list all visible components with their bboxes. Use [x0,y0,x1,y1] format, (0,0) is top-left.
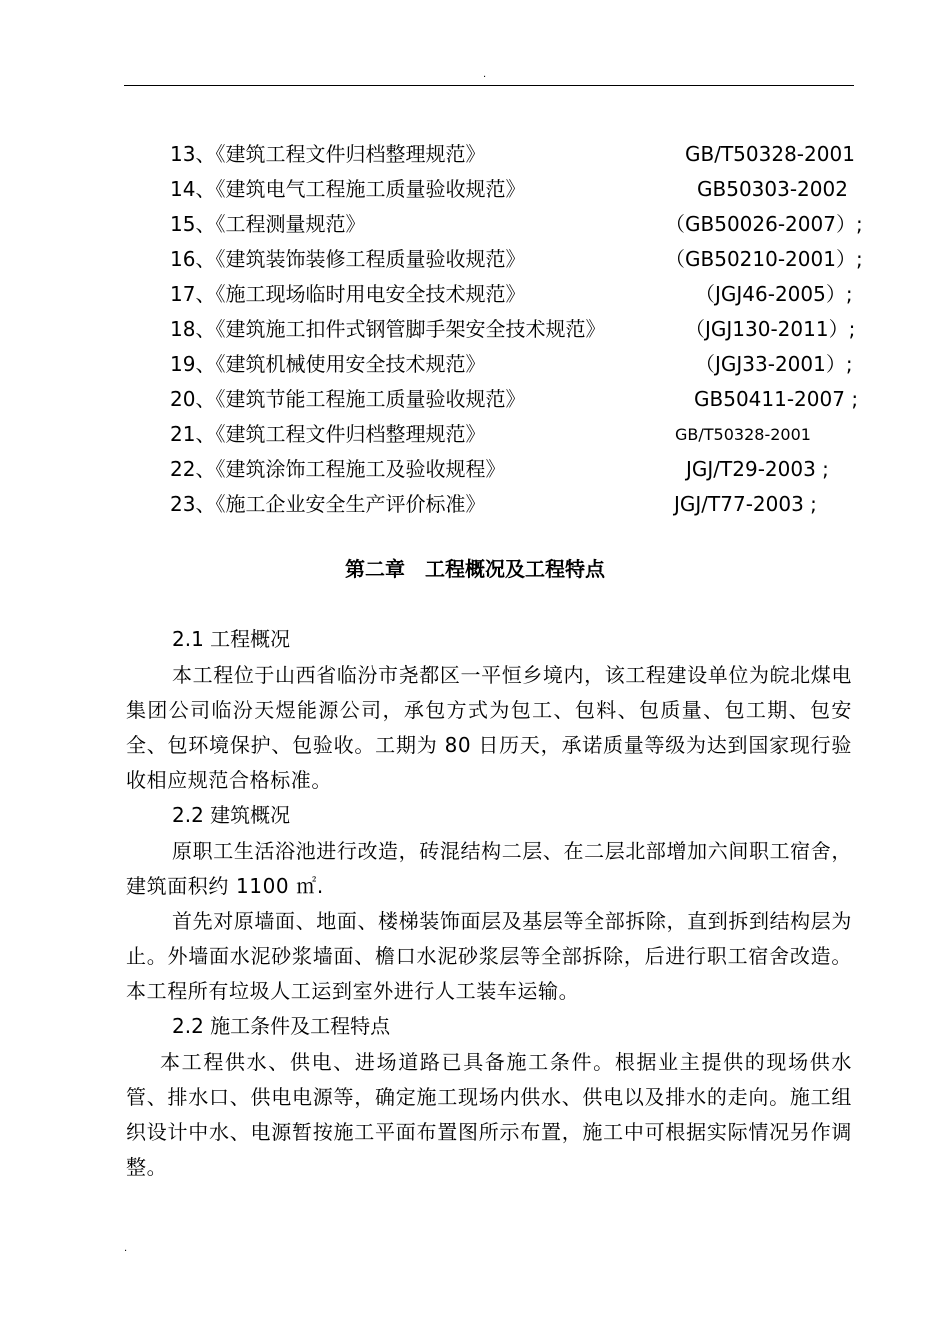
paragraph: 首先对原墙面、地面、楼梯装饰面层及基层等全部拆除，直到拆到结构层为止。外墙面水泥砂浆墙面、檐口水泥砂浆层等全部拆除，后进行职工宿舍改造。本工程所有垃圾人工运到室外进行人工装车运输。 [126,909,852,1003]
standard-code: JGJ/T77-2003 ; [674,492,817,516]
standard-code: GB50303-2002 [697,177,848,201]
standard-name: 14、《建筑电气工程施工质量验收规范》 [170,177,526,201]
standard-code: （JGJ46-2005）; [695,282,853,306]
standard-item [170,417,860,452]
standard-item [170,172,860,207]
standard-item [170,347,860,382]
section-heading: 2.2 建筑概况 [172,803,291,827]
standard-code: JGJ/T29-2003 ; [686,457,829,481]
chapter-title: 第二章 工程概况及工程特点 [345,557,605,581]
standard-code: GB50411-2007 ; [694,387,859,411]
header-rule [124,85,854,86]
standard-item [170,452,860,487]
standard-item [170,277,860,312]
standard-item [170,312,860,347]
standard-item [170,137,860,172]
standard-item [170,242,863,277]
standard-code: （JGJ33-2001）; [695,352,853,376]
standard-name: 18、《建筑施工扣件式钢管脚手架安全技术规范》 [170,317,606,341]
standard-code: GB/T50328-2001 [675,425,811,444]
standard-code: GB/T50328-2001 [685,142,855,166]
paragraph: 原职工生活浴池进行改造，砖混结构二层、在二层北部增加六间职工宿舍，建筑面积约 1100 ㎡. [126,839,852,898]
standard-name: 15、《工程测量规范》 [170,212,366,236]
standard-name: 17、《施工现场临时用电安全技术规范》 [170,282,526,306]
standard-code: （GB50210-2001）; [665,247,863,271]
standard-item [170,382,860,417]
paragraph: 本工程供水、供电、进场道路已具备施工条件。根据业主提供的现场供水管、排水口、供电电源等，确定施工现场内供水、供电以及排水的走向。施工组织设计中水、电源暂按施工平面布置图所示布置，施工中可根据实际情况另作调整。 [126,1050,852,1179]
standard-code: （GB50026-2007）; [665,212,863,236]
section-heading: 2.2 施工条件及工程特点 [172,1014,391,1038]
section-heading: 2.1 工程概况 [172,627,291,651]
paragraph: 本工程位于山西省临汾市尧都区一平恒乡境内，该工程建设单位为皖北煤电集团公司临汾天煜能源公司，承包方式为包工、包料、包质量、包工期、包安全、包环境保护、包验收。工期为 80 日历天，承诺质量等级为达到国家现行验收相应规范合格标准。 [126,663,852,792]
standard-name: 16、《建筑装饰装修工程质量验收规范》 [170,247,526,271]
standard-item [170,207,863,242]
standard-name: 21、《建筑工程文件归档整理规范》 [170,422,486,446]
standard-name: 19、《建筑机械使用安全技术规范》 [170,352,486,376]
standard-item [170,487,860,522]
footer-mark: . [124,1243,128,1254]
header-mark: . [483,69,487,80]
standard-name: 20、《建筑节能工程施工质量验收规范》 [170,387,526,411]
standard-name: 13、《建筑工程文件归档整理规范》 [170,142,486,166]
standard-name: 23、《施工企业安全生产评价标准》 [170,492,486,516]
standard-name: 22、《建筑涂饰工程施工及验收规程》 [170,457,506,481]
standard-code: （JGJ130-2011）; [685,317,856,341]
